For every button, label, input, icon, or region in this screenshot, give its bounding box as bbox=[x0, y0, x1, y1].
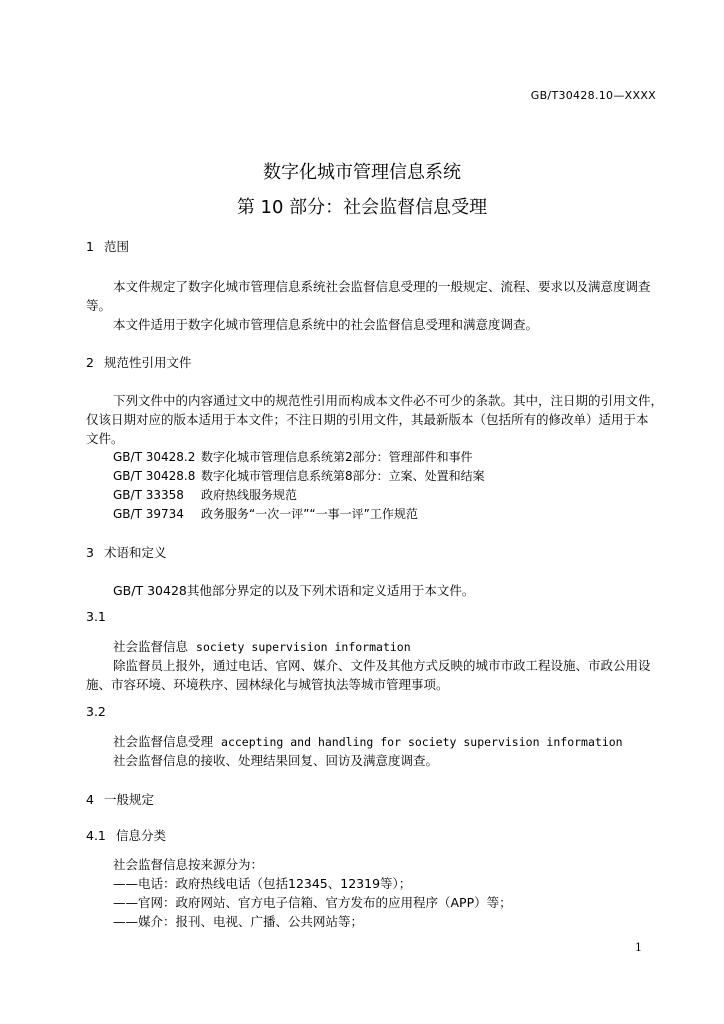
section-1-title: 范围 bbox=[104, 239, 130, 254]
section-2-heading bbox=[86, 353, 192, 371]
reference-item bbox=[113, 486, 297, 503]
subsection-4-1-title: 信息分类 bbox=[116, 828, 167, 843]
reference-code: GB/T 39734 bbox=[113, 507, 184, 521]
reference-code: GB/T 30428.2 bbox=[113, 450, 196, 464]
section-2-paragraph-line1: 下列文件中的内容通过文中的规范性引用而构成本文件必不可少的条款。其中，注日期的引用文件， bbox=[113, 393, 664, 408]
term-3-2 bbox=[113, 732, 623, 750]
section-2-title: 规范性引用文件 bbox=[104, 355, 192, 370]
section-3-title: 术语和定义 bbox=[104, 545, 167, 560]
term-3-2-definition: 社会监督信息的接收、处理结果回复、回访及满意度调查。 bbox=[113, 753, 439, 768]
list-item: ——媒介：报刊、电视、广播、公共网站等； bbox=[113, 914, 364, 929]
reference-item bbox=[113, 467, 485, 484]
term-3-1 bbox=[113, 637, 411, 655]
section-2-number: 2 bbox=[86, 355, 94, 370]
list-item: ——电话：政府热线电话（包括12345、12319等）； bbox=[113, 876, 412, 891]
section-1-paragraph-1-line1: 本文件规定了数字化城市管理信息系统社会监督信息受理的一般规定、流程、要求以及满意度调查 bbox=[113, 279, 651, 294]
subsection-3-1-number: 3.1 bbox=[86, 609, 106, 624]
subsection-4-1-heading bbox=[86, 826, 166, 844]
term-3-2-chinese: 社会监督信息受理 bbox=[113, 734, 214, 749]
section-3-paragraph: GB/T 30428其他部分界定的以及下列术语和定义适用于本文件。 bbox=[113, 583, 475, 598]
reference-title: 政务服务“一次一评”“一事一评”工作规范 bbox=[201, 507, 418, 521]
reference-item bbox=[113, 448, 473, 465]
term-3-1-definition-line2: 施、市容环境、环境秩序、园林绿化与城管执法等城市管理事项。 bbox=[86, 677, 449, 692]
reference-item bbox=[113, 505, 418, 522]
subsection-4-1-number: 4.1 bbox=[86, 828, 106, 843]
subsection-4-1-intro: 社会监督信息按来源分为： bbox=[113, 857, 264, 872]
section-2-paragraph-line2: 仅该日期对应的版本适用于本文件；不注日期的引用文件，其最新版本（包括所有的修改单）适用于本 bbox=[86, 412, 649, 427]
section-3-heading bbox=[86, 543, 167, 561]
term-3-1-chinese: 社会监督信息 bbox=[113, 639, 189, 654]
section-1-number: 1 bbox=[86, 239, 94, 254]
document-title-line2: 第 10 部分：社会监督信息受理 bbox=[236, 197, 488, 218]
reference-title: 数字化城市管理信息系统第8部分：立案、处置和结案 bbox=[201, 469, 485, 483]
subsection-3-2-number: 3.2 bbox=[86, 704, 106, 719]
term-3-1-english: society supervision information bbox=[196, 640, 411, 654]
section-4-heading bbox=[86, 790, 154, 808]
document-number: GB/T30428.10—XXXX bbox=[530, 89, 656, 102]
section-3-number: 3 bbox=[86, 545, 94, 560]
reference-title: 政府热线服务规范 bbox=[201, 488, 298, 502]
page-number: 1 bbox=[635, 941, 642, 954]
reference-title: 数字化城市管理信息系统第2部分：管理部件和事件 bbox=[201, 450, 473, 464]
list-item: ——官网：政府网站、官方电子信箱、官方发布的应用程序（APP）等； bbox=[113, 895, 512, 910]
term-3-1-definition-line1: 除监督员上报外，通过电话、官网、媒介、文件及其他方式反映的城市市政工程设施、市政公用设 bbox=[113, 658, 651, 673]
reference-code: GB/T 33358 bbox=[113, 488, 184, 502]
section-4-number: 4 bbox=[86, 792, 94, 807]
section-2-paragraph-line3: 文件。 bbox=[86, 431, 124, 446]
section-1-paragraph-1-line2: 等。 bbox=[86, 298, 112, 313]
section-1-heading bbox=[86, 237, 129, 255]
section-4-title: 一般规定 bbox=[104, 792, 155, 807]
document-title-line1: 数字化城市管理信息系统 bbox=[263, 162, 461, 183]
section-1-paragraph-2: 本文件适用于数字化城市管理信息系统中的社会监督信息受理和满意度调查。 bbox=[113, 317, 539, 332]
term-3-2-english: accepting and handling for society supervision information bbox=[221, 735, 623, 749]
reference-code: GB/T 30428.8 bbox=[113, 469, 196, 483]
